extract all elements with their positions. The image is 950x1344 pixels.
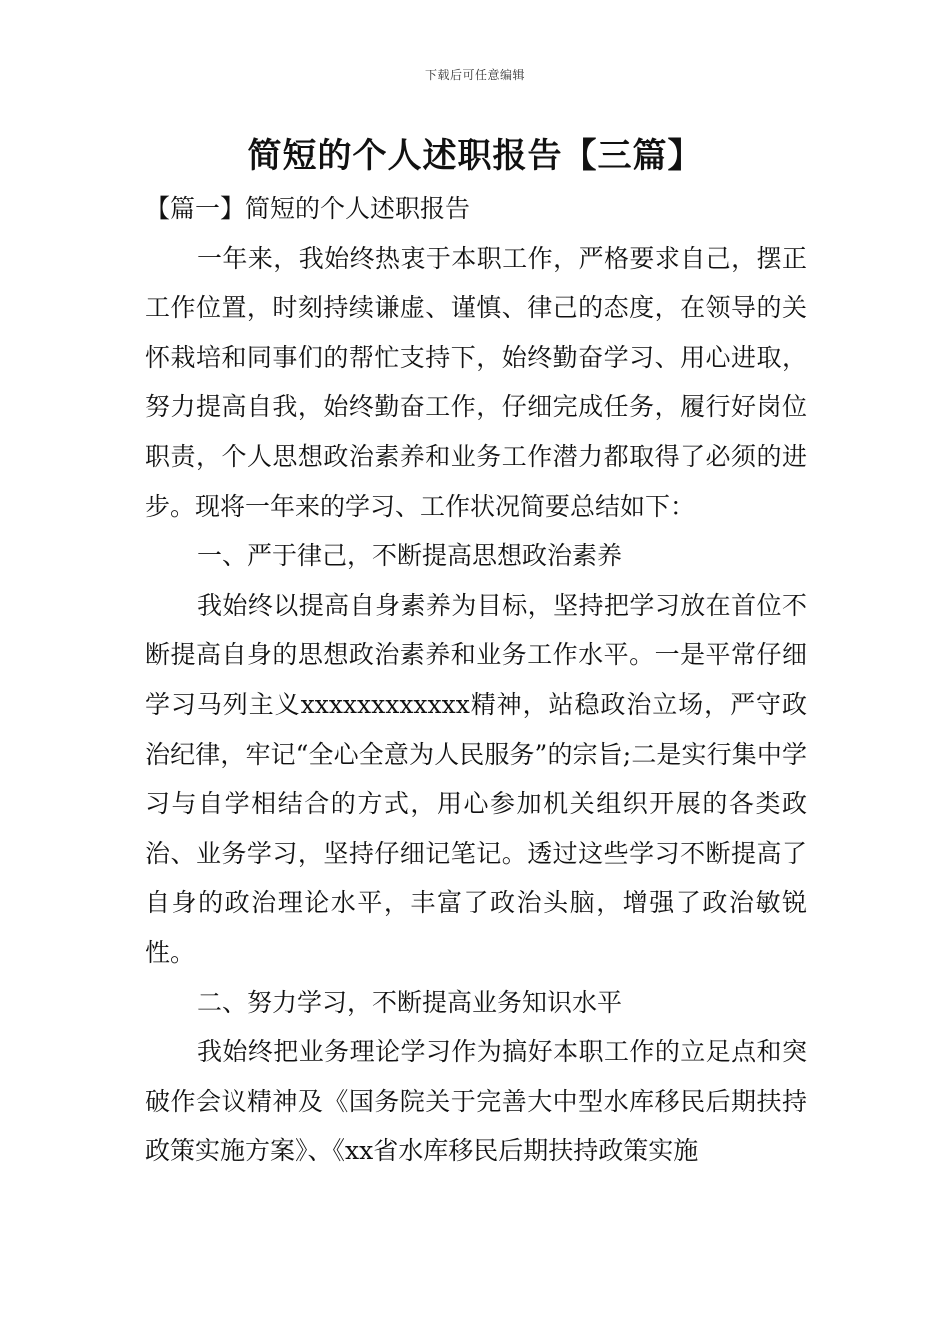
header-note: 下载后可任意编辑 <box>424 68 525 82</box>
section-title: 【篇一】简短的个人述职报告 <box>145 194 471 223</box>
paragraph-intro: 一年来，我始终热衷于本职工作，严格要求自己，摆正工作位置，时刻持续谦虚、谨慎、律己的态度，在领导的关怀栽培和同事们的帮忙支持下，始终勤奋学习、用心进取，努力提高自我，始终勤奋工作，仔细完成任务，履行好岗位职责，个人思想政治素养和业务工作潜力都取得了必须的进步。现将一年来的学习、工作状况简要总结如下： <box>145 243 807 521</box>
paragraph-political: 我始终以提高自身素养为目标，坚持把学习放在首位不断提高自身的思想政治素养和业务工作水平。一是平常仔细学习马列主义xxxxxxxxxxxx精神，站稳政治立场，严守政治纪律，牢记“全心全意为人民服务”的宗旨;二是实行集中学习与自学相结合的方式，用心参加机关组织开展的各类政治、业务学习，坚持仔细记笔记。透过这些学习不断提高了自身的政治理论水平，丰富了政治头脑，增强了政治敏锐性。 <box>145 590 807 967</box>
subheading-one: 一、严于律己，不断提高思想政治素养 <box>197 541 623 571</box>
document-body <box>145 184 807 1176</box>
document-title: 简短的个人述职报告【三篇】 <box>247 136 703 176</box>
subheading-two: 二、努力学习，不断提高业务知识水平 <box>197 987 623 1017</box>
paragraph-business: 我始终把业务理论学习作为搞好本职工作的立足点和突破作会议精神及《国务院关于完善大中型水库移民后期扶持政策实施方案》、《xx省水库移民后期扶持政策实施 <box>145 1037 807 1166</box>
